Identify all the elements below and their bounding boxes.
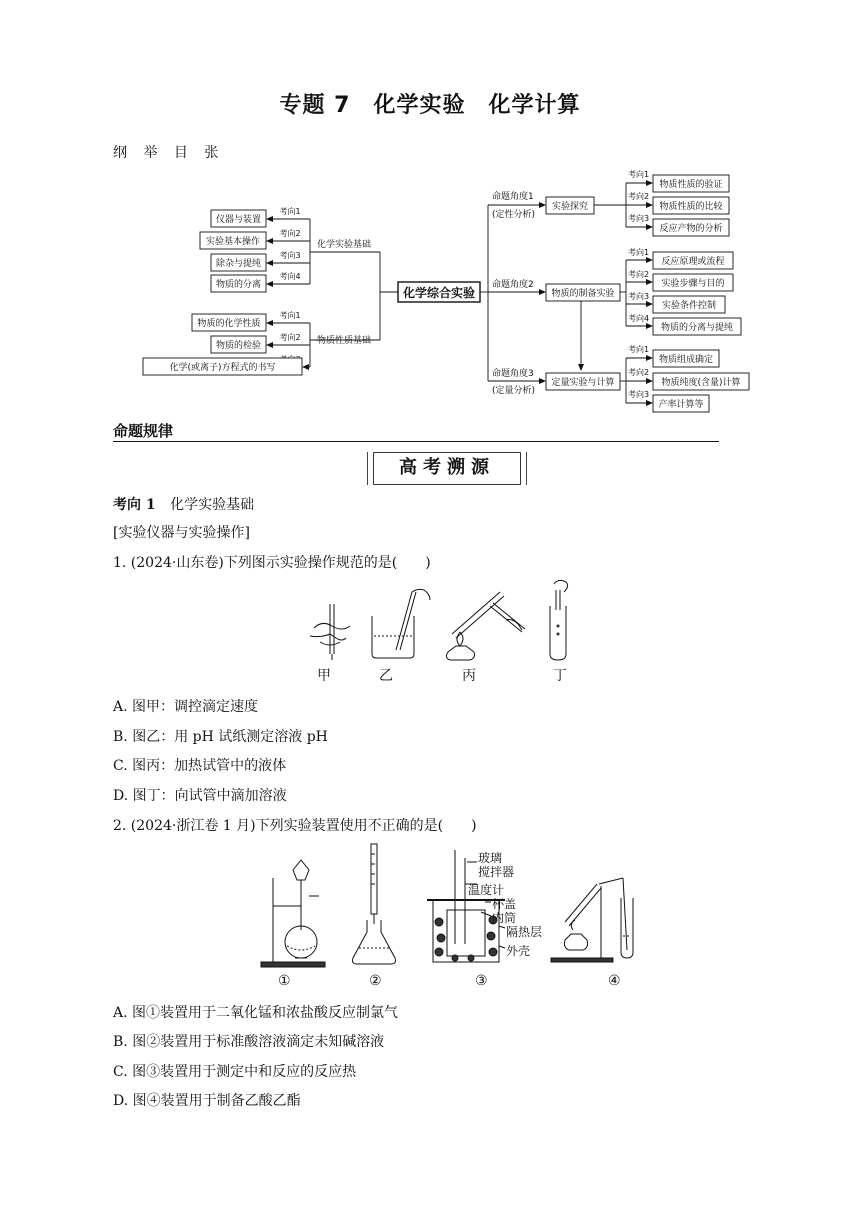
mindmap-item: 化学(或离子)方程式的书写 bbox=[169, 363, 276, 373]
mindmap-item: 除杂与提纯 bbox=[215, 259, 262, 269]
svg-text:考向2: 考向2 bbox=[628, 192, 650, 201]
mindmap-item: 实验基本操作 bbox=[205, 237, 261, 247]
mindmap-angle1-items bbox=[626, 169, 729, 236]
q1-stem: 1. (2024·山东卷)下列图示实验操作规范的是( ) bbox=[113, 555, 431, 571]
mindmap-basics-items bbox=[200, 206, 310, 292]
svg-text:考向1: 考向1 bbox=[628, 248, 650, 257]
svg-text:考向2: 考向2 bbox=[279, 333, 301, 342]
q2-annot-inner: 内筒 bbox=[492, 911, 517, 925]
q1-label-ding: 丁 bbox=[553, 668, 567, 684]
section-divider bbox=[113, 441, 719, 442]
q2-annot-stirrer: 搅拌器 bbox=[478, 865, 515, 879]
mindmap-item: 反应原理或流程 bbox=[661, 257, 725, 267]
figure-jia bbox=[310, 604, 350, 660]
mindmap-item: 物质纯度(含量)计算 bbox=[661, 378, 741, 388]
q2-annot-lid: 杯盖 bbox=[492, 897, 517, 911]
svg-text:考向4: 考向4 bbox=[279, 272, 301, 281]
svg-text:考向2: 考向2 bbox=[279, 229, 301, 238]
overview-label: 纲 举 目 张 bbox=[113, 145, 225, 161]
mindmap-item: 实验步骤与目的 bbox=[661, 279, 725, 289]
mindmap-center: 化学综合实验 bbox=[402, 286, 476, 300]
q2-annot-thermometer: 温度计 bbox=[468, 883, 505, 897]
q2-option-d: D. 图④装置用于制备乙酸乙酯 bbox=[113, 1093, 301, 1109]
svg-text:考向1: 考向1 bbox=[628, 170, 650, 179]
mindmap-properties-items bbox=[143, 310, 310, 375]
figure-ding bbox=[550, 580, 568, 660]
mindmap-angle2-node: 物质的制备实验 bbox=[551, 289, 615, 299]
figure-apparatus-4 bbox=[551, 878, 633, 962]
topic-prefix: 考向 1 bbox=[113, 497, 156, 513]
figure-apparatus-1 bbox=[261, 860, 325, 967]
svg-text:考向2: 考向2 bbox=[628, 368, 650, 377]
topic-name: 化学实验基础 bbox=[170, 497, 255, 513]
q1-option-d: D. 图丁：向试管中滴加溶液 bbox=[113, 788, 287, 804]
q1-label-bing: 丙 bbox=[462, 668, 476, 684]
mindmap-angle1-node: 实验探究 bbox=[551, 202, 589, 212]
q1-label-yi: 乙 bbox=[379, 668, 393, 684]
mindmap-angle2-label: 命题角度2 bbox=[492, 280, 534, 290]
mindmap-item: 反应产物的分析 bbox=[659, 224, 723, 234]
q1-option-c: C. 图丙：加热试管中的液体 bbox=[113, 758, 287, 774]
q1-option-a: A. 图甲：调控滴定速度 bbox=[113, 699, 259, 715]
mindmap-angle3-items bbox=[626, 344, 749, 412]
svg-text:考向3: 考向3 bbox=[628, 214, 650, 223]
mindmap-item: 产率计算等 bbox=[658, 400, 704, 410]
svg-text:考向3: 考向3 bbox=[628, 292, 650, 301]
mindmap-item: 物质的分离与提纯 bbox=[660, 323, 734, 333]
q2-option-c: C. 图③装置用于测定中和反应的反应热 bbox=[113, 1064, 357, 1080]
banner-label: 高考溯源 bbox=[373, 452, 521, 485]
mindmap-item: 物质的化学性质 bbox=[197, 319, 261, 329]
mindmap-item: 物质组成确定 bbox=[658, 355, 714, 365]
section-heading: 命题规律 bbox=[113, 422, 174, 440]
page-title: 专题 7 化学实验 化学计算 bbox=[279, 93, 581, 118]
mindmap-item: 实验条件控制 bbox=[661, 301, 717, 311]
mindmap-angle1-label: 命题角度1 bbox=[492, 192, 534, 202]
banner bbox=[367, 452, 527, 485]
q2-figure bbox=[255, 840, 675, 990]
q1-option-b: B. 图乙：用 pH 试纸测定溶液 pH bbox=[113, 729, 328, 745]
q2-stem: 2. (2024·浙江卷 1 月)下列实验装置使用不正确的是( ) bbox=[113, 818, 477, 834]
mindmap-angle1-sub: (定性分析) bbox=[492, 210, 536, 220]
q2-annot-shell: 外壳 bbox=[506, 944, 531, 958]
figure-bing bbox=[446, 592, 525, 660]
mindmap-angle3-label: 命题角度3 bbox=[492, 369, 534, 379]
q2-annot-glass: 玻璃 bbox=[478, 851, 503, 865]
q2-label-4: ④ bbox=[608, 973, 621, 989]
svg-text:考向4: 考向4 bbox=[628, 314, 650, 323]
q2-label-3: ③ bbox=[475, 973, 488, 989]
q1-figure bbox=[300, 576, 590, 688]
mindmap-item: 物质性质的验证 bbox=[659, 180, 723, 190]
mindmap-angle3-node: 定量实验与计算 bbox=[551, 378, 615, 388]
q2-label-2: ② bbox=[369, 973, 382, 989]
svg-text:考向2: 考向2 bbox=[628, 270, 650, 279]
q2-option-b: B. 图②装置用于标准酸溶液滴定未知碱溶液 bbox=[113, 1034, 385, 1050]
mindmap-angle3-sub: (定量分析) bbox=[492, 386, 536, 396]
q1-label-jia: 甲 bbox=[317, 668, 331, 684]
mindmap-properties-label: 物质性质基础 bbox=[316, 336, 372, 346]
q2-label-1: ① bbox=[278, 973, 291, 989]
mindmap-basics-label: 化学实验基础 bbox=[316, 240, 372, 250]
topic-line bbox=[113, 494, 254, 514]
mindmap bbox=[0, 0, 860, 415]
q2-option-a: A. 图①装置用于二氧化锰和浓盐酸反应制氯气 bbox=[113, 1005, 399, 1021]
svg-text:考向1: 考向1 bbox=[279, 311, 301, 320]
mindmap-angle2-items bbox=[626, 247, 741, 335]
subtopic: [实验仪器与实验操作] bbox=[113, 525, 250, 541]
q2-annot-insulation: 隔热层 bbox=[506, 925, 543, 939]
figure-apparatus-2 bbox=[353, 844, 396, 964]
svg-text:考向1: 考向1 bbox=[628, 345, 650, 354]
svg-text:考向3: 考向3 bbox=[628, 390, 650, 399]
mindmap-item: 仪器与装置 bbox=[215, 215, 262, 225]
svg-text:考向1: 考向1 bbox=[279, 207, 301, 216]
mindmap-item: 物质性质的比较 bbox=[659, 202, 723, 212]
svg-text:考向3: 考向3 bbox=[279, 251, 301, 260]
figure-yi bbox=[372, 589, 430, 658]
mindmap-item: 物质的分离 bbox=[215, 280, 262, 290]
mindmap-item: 物质的检验 bbox=[215, 341, 262, 351]
